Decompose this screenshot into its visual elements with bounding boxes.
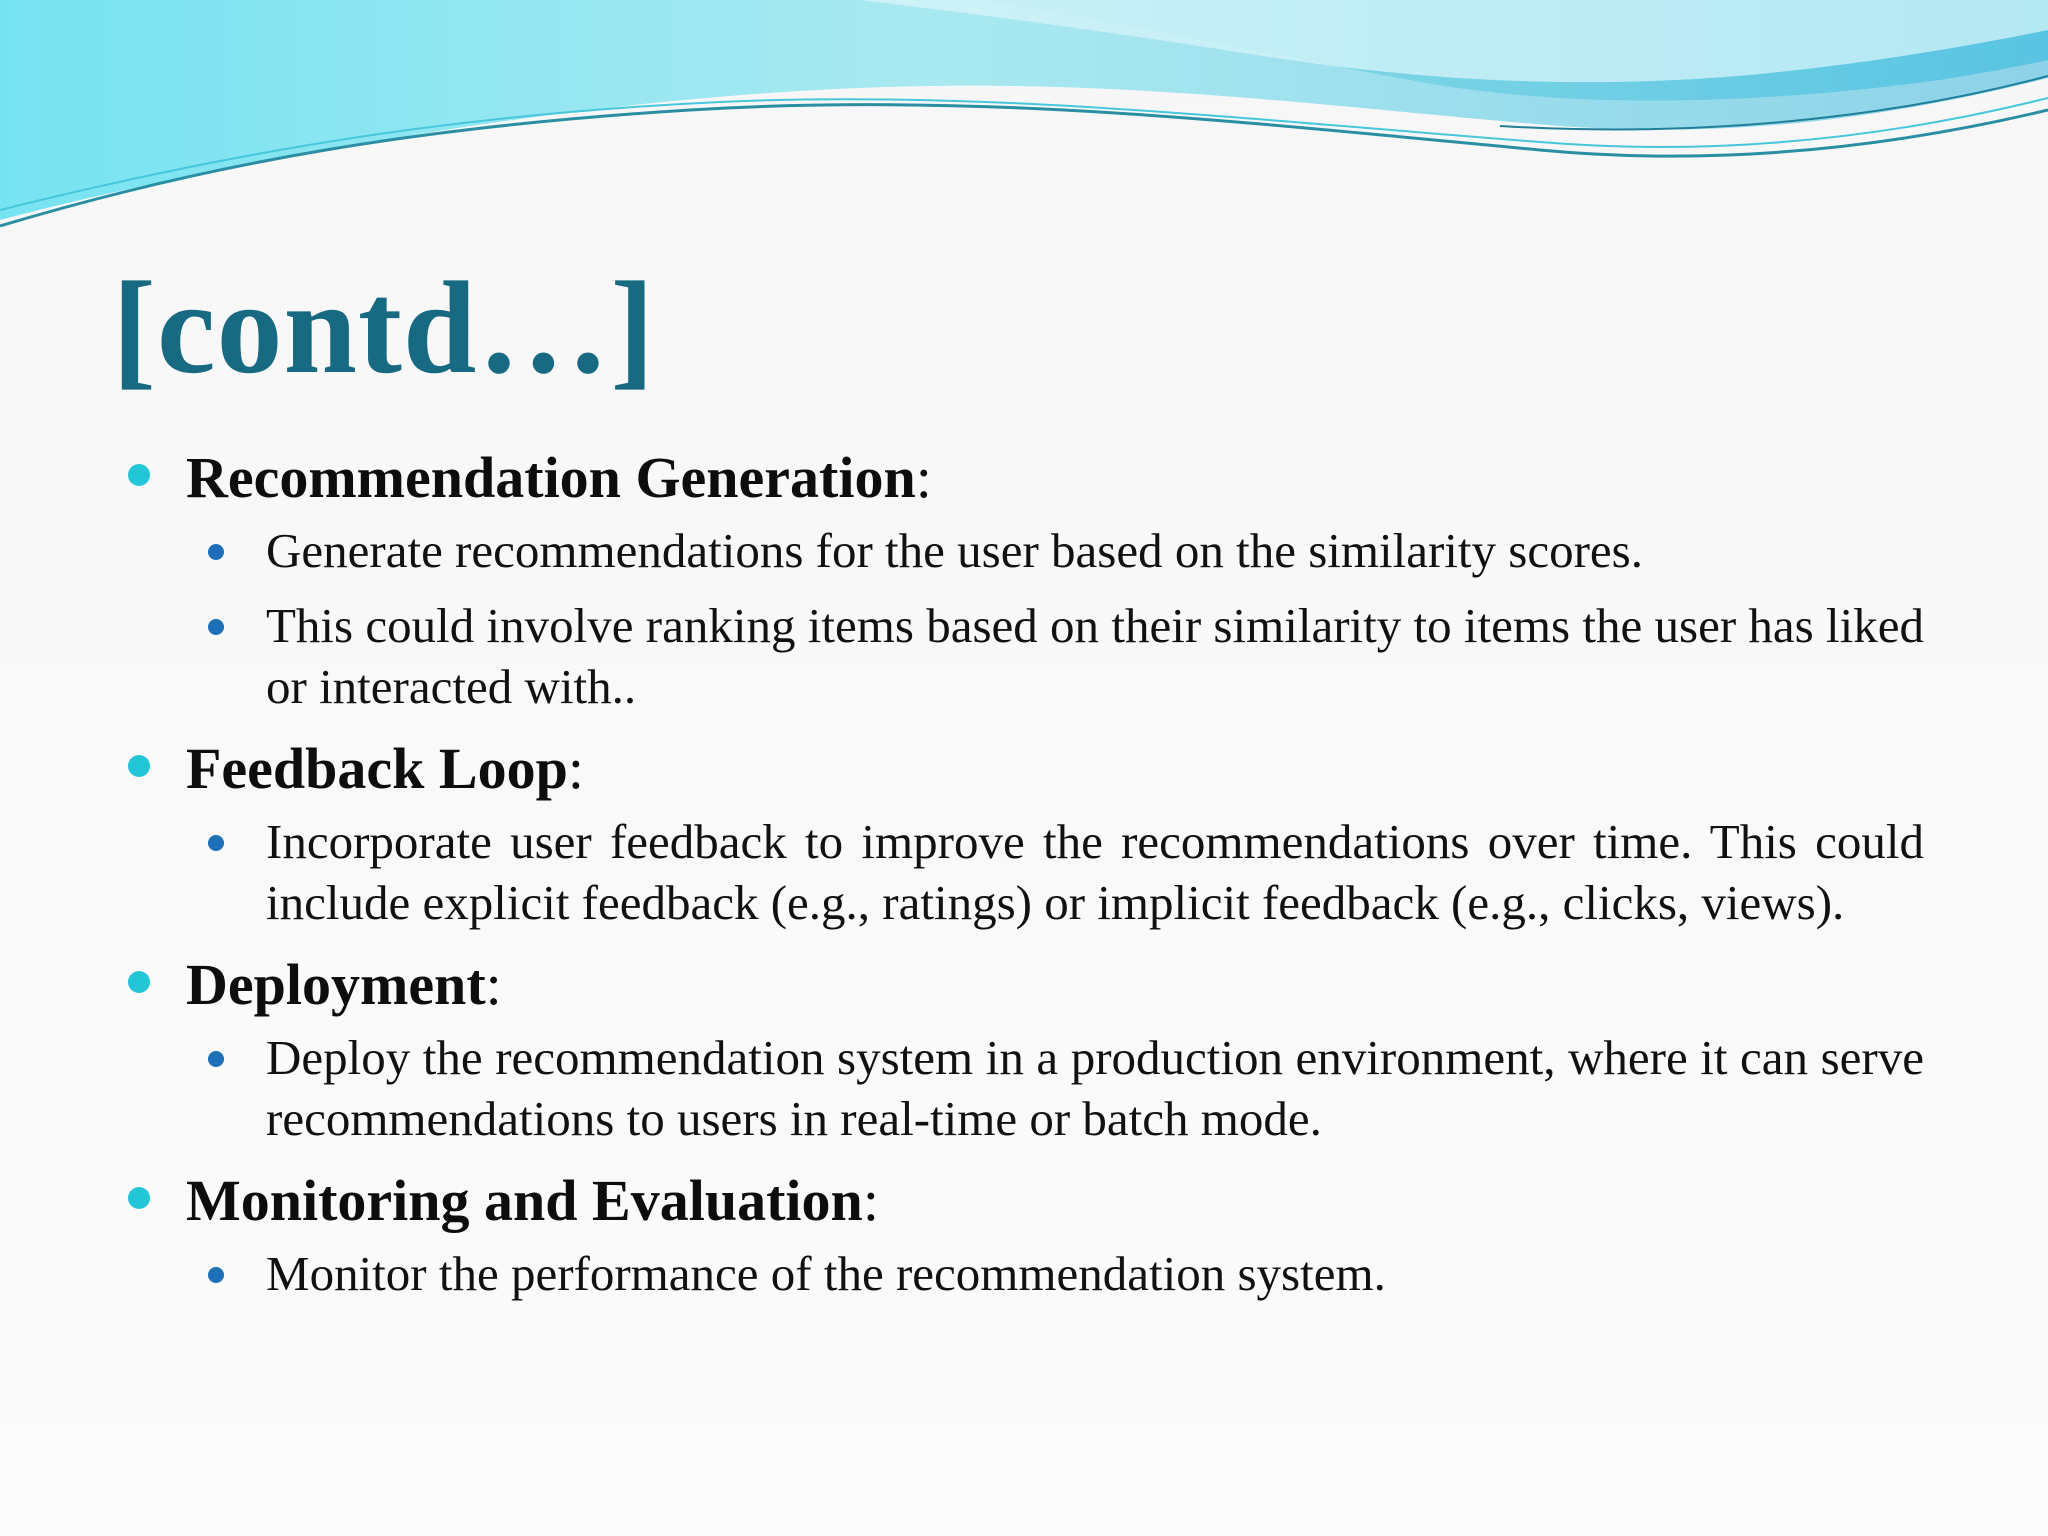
sub-bullet-item	[266, 520, 1924, 581]
sub-bullet-item	[266, 595, 1924, 717]
sub-bullet-text: Monitor the performance of the recommendation system.	[266, 1246, 1386, 1301]
slide-title: [contd…]	[112, 254, 656, 401]
section-heading	[124, 947, 1924, 1023]
sub-bullet-text: Incorporate user feedback to improve the recommendations over time. This could include explicit feedback (e.g., ratings) or implicit feedback (e.g., clicks, views).	[266, 814, 1924, 930]
sub-bullet-icon	[208, 835, 224, 851]
section-heading-suffix: :	[485, 952, 502, 1017]
sub-bullet-icon	[208, 1267, 224, 1283]
section-heading	[124, 731, 1924, 807]
section-heading-suffix: :	[915, 445, 932, 510]
section-heading-suffix: :	[862, 1168, 879, 1233]
sub-bullet-text: Generate recommendations for the user based on the similarity scores.	[266, 523, 1643, 578]
main-bullet-icon	[128, 755, 150, 777]
section-heading	[124, 440, 1924, 516]
sub-bullet-icon	[208, 544, 224, 560]
section-heading-suffix: :	[567, 736, 584, 801]
section-heading-text: Feedback Loop	[186, 736, 568, 801]
main-bullet-icon	[128, 464, 150, 486]
section-feedback-loop	[124, 731, 1924, 933]
section-deployment	[124, 947, 1924, 1149]
sub-bullet-text: Deploy the recommendation system in a production environment, where it can serve recommendations to users in real-time or batch mode.	[266, 1030, 1924, 1146]
sub-bullet-item	[266, 1243, 1924, 1304]
main-bullet-icon	[128, 971, 150, 993]
section-heading	[124, 1163, 1924, 1239]
sub-bullet-item	[266, 811, 1924, 933]
section-recommendation-generation	[124, 440, 1924, 717]
section-heading-text: Monitoring and Evaluation	[186, 1168, 863, 1233]
section-heading-text: Deployment	[186, 952, 486, 1017]
sub-bullet-icon	[208, 1051, 224, 1067]
header-wave-decoration	[0, 0, 2048, 240]
sub-bullet-item	[266, 1027, 1924, 1149]
section-monitoring-and-evaluation	[124, 1163, 1924, 1304]
section-heading-text: Recommendation Generation	[186, 445, 916, 510]
slide-content	[124, 440, 1924, 1318]
main-bullet-icon	[128, 1187, 150, 1209]
sub-bullet-text: This could involve ranking items based on their similarity to items the user has liked or interacted with..	[266, 598, 1924, 714]
sub-bullet-icon	[208, 619, 224, 635]
